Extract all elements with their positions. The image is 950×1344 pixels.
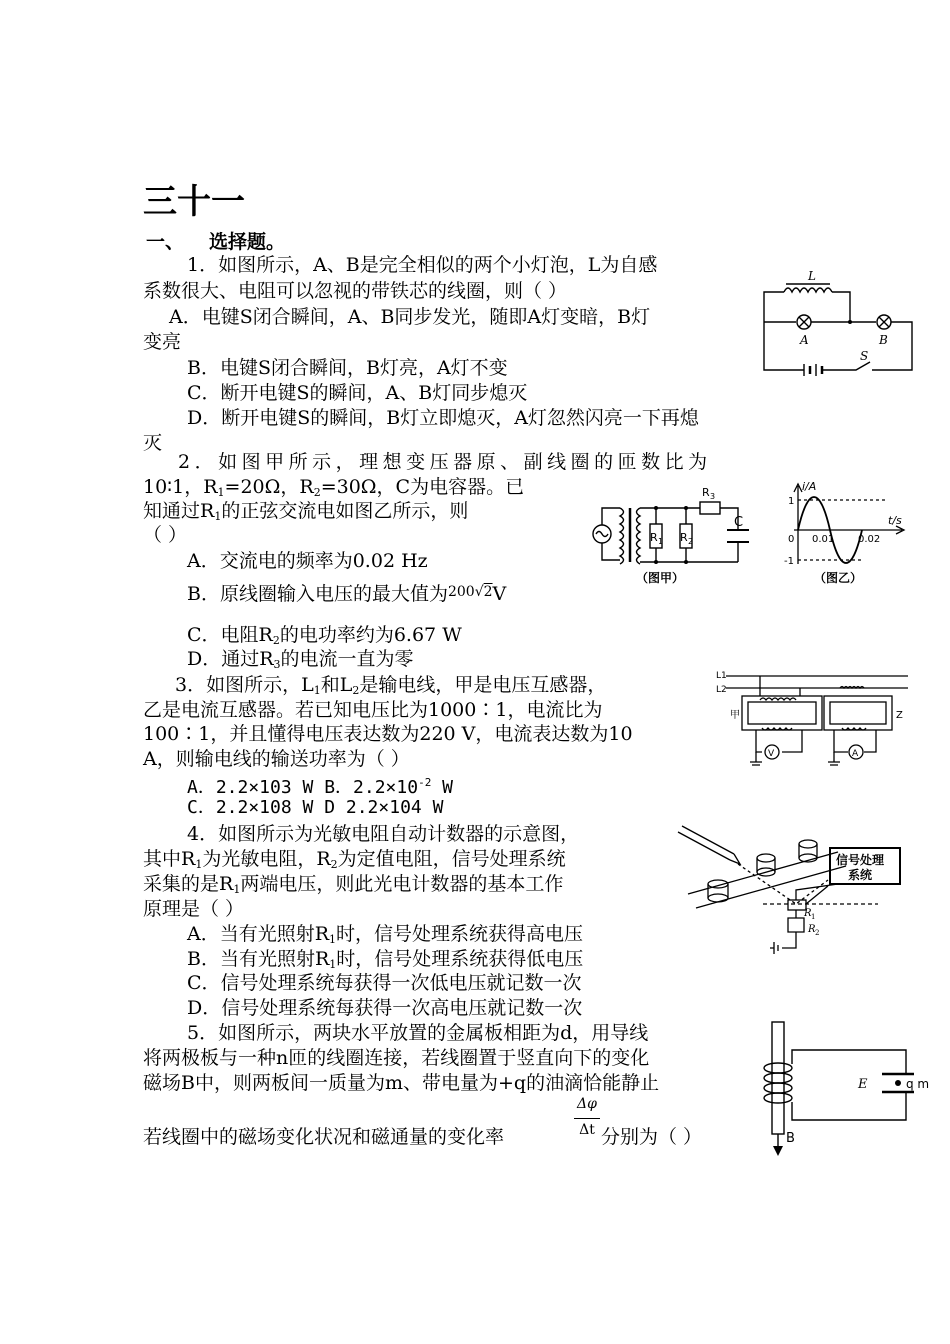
q4-option-c: C．信号处理系统每获得一次低电压就记数一次 <box>187 972 582 994</box>
q2-stem-line1: 2．如图甲所示，理想变压器原、副线圈的匝数比为 <box>178 451 712 473</box>
q2-fig-caption-yi: （图乙） <box>814 571 863 585</box>
q4-fig-box-line2: 系统 <box>848 868 873 882</box>
q3-fig-ammeter: A <box>852 749 859 759</box>
q2-figure-yi <box>776 478 911 588</box>
q5-fig-label-qm: q m <box>906 1077 930 1091</box>
q2-fig-label-C: C <box>734 515 744 530</box>
q4-option-a: A．当有光照射$R_1$时，信号处理系统获得高电压 <box>187 923 584 946</box>
q2-fig-label-R3: R <box>702 486 710 499</box>
q3-stem-line3: 100∶1，并且懂得电压表达数为220 V，电流表达数为10 <box>143 723 633 745</box>
q2-fig-xlabel: t/s <box>888 514 902 527</box>
q1-option-b: B．电键S闭合瞬间，B灯亮，A灯不变 <box>187 357 508 379</box>
q4-stem-line3: 采集的是$R_1$两端电压，则此光电计数器的基本工作 <box>143 873 564 896</box>
q4-stem-line2: 其中$R_1$为光敏电阻，$R_2$为定值电阻，信号处理系统 <box>143 848 566 871</box>
q2-figure-jia <box>588 484 758 589</box>
q5-stem-line3: 磁场B中，则两板间一质量为m、带电量为+q的油滴恰能静止 <box>143 1072 660 1094</box>
q3-stem-line1: 3．如图所示，$L_1$和$L_2$是输电线，甲是电压互感器， <box>175 674 607 697</box>
q2-fig-origin: 0 <box>788 534 795 545</box>
q1-fig-label-B: B <box>879 333 888 347</box>
section-number: 一、 <box>146 231 185 253</box>
q4-photocounter-figure <box>678 824 908 964</box>
q2-option-d: D．通过$R_3$的电流一直为零 <box>187 648 414 671</box>
q3-stem-line2: 乙是电流互感器。若已知电压比为1000∶1，电流比为 <box>143 699 603 721</box>
q2-fig-label-R1: R <box>650 531 658 544</box>
q5-coil-figure <box>758 1016 930 1158</box>
q2-option-c: C．电阻$R_2$的电功率约为6.67 W <box>187 624 462 647</box>
q5-rate-numerator: Δφ <box>577 1096 597 1112</box>
q4-fig-label-R1: R <box>804 908 812 919</box>
q1-option-d-cont: 灭 <box>143 432 163 454</box>
q2-option-b: B．原线圈输入电压的最大值为$^{200√2}$V <box>187 583 507 605</box>
q2-fig-xtick-2: 0.02 <box>858 534 881 545</box>
q4-fig-label-R2: R <box>808 924 816 935</box>
q2-option-a: A．交流电的频率为0.02 Hz <box>187 550 428 572</box>
svg-text:2: 2 <box>815 929 820 937</box>
q3-options-ab: A．2.2×103 W B．$2.2\times 10^{-2}$ W <box>187 776 454 798</box>
q1-fig-label-A: A <box>800 333 809 347</box>
q1-option-a-cont: 变亮 <box>143 331 182 353</box>
q1-option-d: D．断开电键S的瞬间，B灯立即熄灭，A灯忽然闪亮一下再熄 <box>187 407 699 429</box>
page-title: 三十一 <box>143 182 245 222</box>
q5-fig-label-B: B <box>786 1131 795 1146</box>
q1-option-a: A．电键S闭合瞬间，A、B同步发光，随即A灯变暗，B灯 <box>169 306 651 328</box>
q4-fig-box-line1: 信号处理 <box>836 853 885 867</box>
q4-stem-line4: 原理是（ ） <box>143 898 245 920</box>
q5-stem-line4b: 分别为（ ） <box>601 1126 703 1148</box>
q1-circuit-figure <box>760 270 920 382</box>
q2-stem-line3: 知通过$R_1$的正弦交流电如图乙所示，则 <box>143 500 469 523</box>
svg-text:1: 1 <box>811 913 816 921</box>
q3-fig-label-L1: L1 <box>716 671 727 681</box>
q5-stem-line4a: 若线圈中的磁场变化状况和磁通量的变化率 <box>143 1126 505 1148</box>
q3-options-cd: C．2.2×108 W D 2.2×104 W <box>187 797 444 818</box>
q2-fig-label-R2: R <box>680 531 688 544</box>
q2-fig-ytick-top: 1 <box>788 496 795 507</box>
q2-stem-line4: （ ） <box>143 524 188 546</box>
q2-fig-caption-jia: （图甲） <box>636 571 685 585</box>
q2-fig-ylabel: i/A <box>802 480 817 493</box>
svg-text:3: 3 <box>710 492 716 501</box>
svg-text:1: 1 <box>658 537 664 546</box>
q3-fig-label-yi: Z <box>896 710 903 721</box>
q4-stem-line1: 4．如图所示为光敏电阻自动计数器的示意图， <box>187 823 580 845</box>
q5-fraction-bar <box>574 1118 600 1119</box>
q4-option-d: D．信号处理系统每获得一次高电压就记数一次 <box>187 997 583 1019</box>
q3-stem-line4: A，则输电线的输送功率为（ ） <box>143 748 410 770</box>
q5-fig-label-E: E <box>858 1077 868 1092</box>
section-label: 选择题。 <box>209 231 286 253</box>
q1-fig-label-S: S <box>860 349 869 363</box>
q1-fig-label-L: L <box>808 269 816 283</box>
q3-fig-label-L2: L2 <box>716 685 727 695</box>
q2-stem-line2: 10∶1，$R_1=20\Omega$，$R_2=30\Omega$，C为电容器。已 <box>143 476 525 499</box>
q4-option-b: B．当有光照射$R_1$时，信号处理系统获得低电压 <box>187 948 584 971</box>
q5-rate-denominator: Δt <box>579 1122 595 1138</box>
q1-stem-line2: 系数很大、电阻可以忽视的带铁芯的线圈，则（ ） <box>143 280 568 302</box>
q5-stem-line2: 将两极板与一种n匝的线圈连接，若线圈置于竖直向下的变化 <box>143 1047 650 1069</box>
q2-fig-ytick-bottom: -1 <box>784 556 794 567</box>
q5-stem-line1: 5．如图所示，两块水平放置的金属板相距为d，用导线 <box>187 1022 649 1044</box>
q3-fig-label-jia: 甲 <box>730 710 740 721</box>
q1-stem-line1: 1．如图所示，A、B是完全相似的两个小灯泡，L为自感 <box>187 254 658 276</box>
q3-fig-voltmeter: V <box>768 749 775 759</box>
q1-option-c: C．断开电键S的瞬间，A、B灯同步熄灭 <box>187 382 528 404</box>
q2-fig-xtick-1: 0.01 <box>812 534 835 545</box>
svg-text:2: 2 <box>688 537 694 546</box>
q3-transformer-figure <box>716 666 908 770</box>
